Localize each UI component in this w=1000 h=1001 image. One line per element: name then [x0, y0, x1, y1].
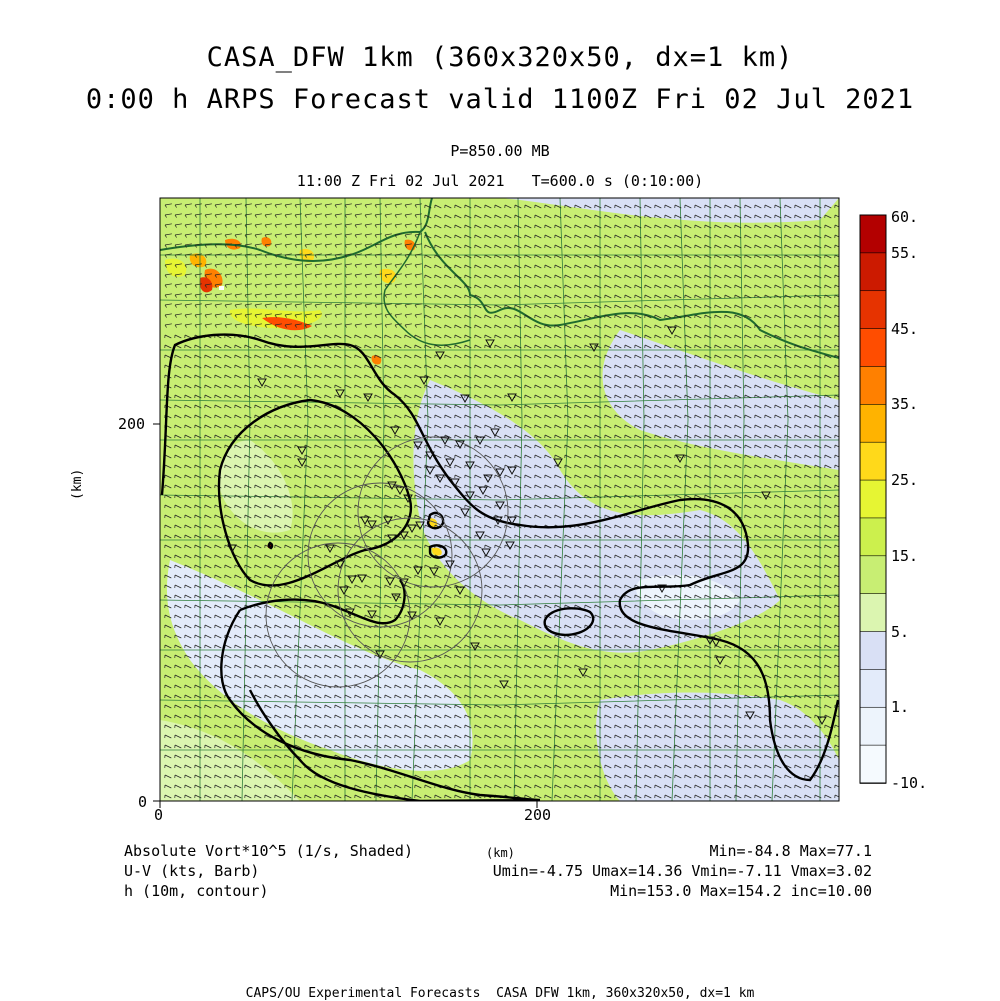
- legend-uv-stats: Umin=-4.75 Umax=14.36 Vmin=-7.11 Vmax=3.02: [492, 862, 872, 880]
- colorbar-swatch: [860, 632, 886, 670]
- legend-minmax-h: Min=153.0 Max=154.2 inc=10.00: [610, 882, 872, 900]
- pressure-level: P=850.00 MB: [450, 142, 550, 160]
- x-tick-200: 200: [524, 806, 552, 824]
- colorbar: [860, 215, 886, 784]
- title-line-1: CASA_DFW 1km (360x320x50, dx=1 km): [206, 42, 794, 73]
- colorbar-swatch: [860, 215, 886, 253]
- colorbar-label: 35.: [891, 395, 919, 413]
- legend-vort: Absolute Vort*10^5 (1/s, Shaded): [124, 842, 413, 860]
- y-axis-unit: (km): [70, 468, 85, 500]
- colorbar-label: 5.: [891, 623, 910, 641]
- colorbar-swatch: [860, 556, 886, 594]
- legend-h: h (10m, contour): [124, 882, 269, 900]
- colorbar-swatch: [860, 707, 886, 745]
- colorbar-swatch: [860, 745, 886, 783]
- colorbar-swatch: [860, 366, 886, 404]
- legend-uv: U-V (kts, Barb): [124, 862, 260, 880]
- footer-credit: CAPS/OU Experimental Forecasts CASA DFW 1km, 360x320x50, dx=1 km: [245, 986, 755, 1001]
- title-line-2: 0:00 h ARPS Forecast valid 1100Z Fri 02 Jul 2021: [85, 84, 915, 115]
- colorbar-swatch: [860, 594, 886, 632]
- colorbar-label: 15.: [891, 547, 919, 565]
- y-tick-0: 0: [138, 793, 148, 811]
- colorbar-label: 1.: [891, 698, 910, 716]
- colorbar-label: -10.: [891, 774, 928, 792]
- colorbar-label: 45.: [891, 320, 919, 338]
- y-tick-200: 200: [118, 415, 146, 433]
- colorbar-swatch: [860, 253, 886, 291]
- colorbar-label: 60.: [891, 208, 919, 226]
- colorbar-swatch: [860, 291, 886, 329]
- colorbar-swatch: [860, 442, 886, 480]
- colorbar-swatch: [860, 480, 886, 518]
- vorticity-max-spot: [219, 286, 224, 290]
- colorbar-label: 25.: [891, 471, 919, 489]
- legend-minmax-vort: Min=-84.8 Max=77.1: [709, 842, 872, 860]
- colorbar-swatch: [860, 329, 886, 367]
- colorbar-swatch: [860, 669, 886, 707]
- legend-km: (km): [486, 846, 515, 860]
- colorbar-swatch: [860, 518, 886, 556]
- valid-time: 11:00 Z Fri 02 Jul 2021 T=600.0 s (0:10:00): [296, 172, 704, 190]
- colorbar-label: 55.: [891, 244, 919, 262]
- colorbar-swatch: [860, 404, 886, 442]
- x-tick-0: 0: [154, 806, 164, 824]
